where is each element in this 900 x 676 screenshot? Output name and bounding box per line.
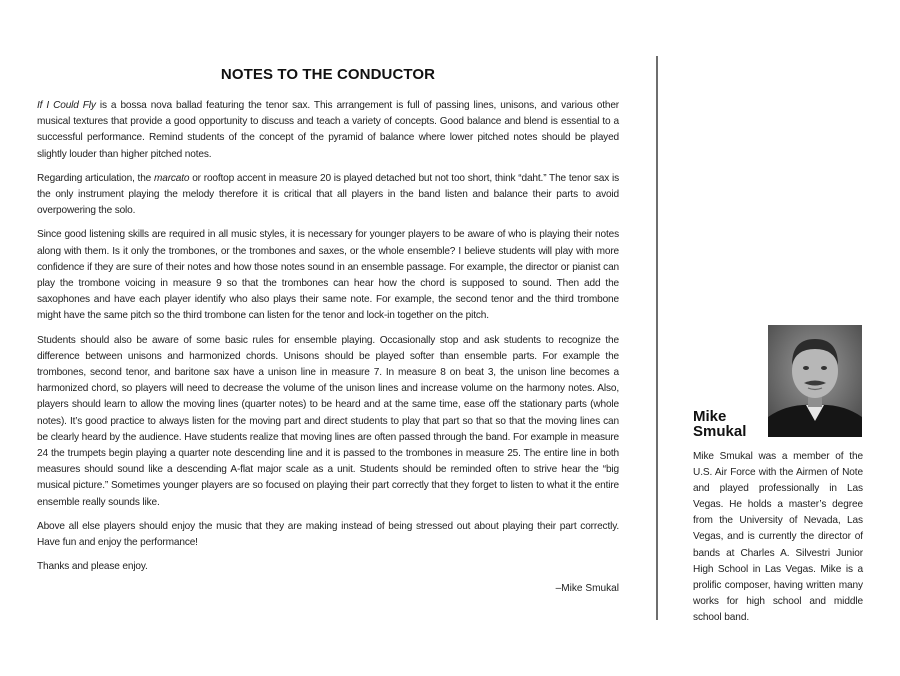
bio-header <box>693 325 863 439</box>
paragraph-4: Students should also be aware of some basic rules for ensemble playing. Occasionally stop and ask students to recognize the difference between unisons and harmonized chords. Unisons should be played softer than ensemble parts. For example the trombones, second tenor, and baritone sax have a unison line in measure 7. In measure 8 on beat 3, the unison line becomes a harmonized chord, so players will need to decrease the volume of the unison lines and increase volume on the harmony notes. Also, players should learn to allow the moving lines (quarter notes) to be heard and at the same time, ease off the stationary parts (whole notes). It’s good practice to always listen for the moving part and direct students to play that part so that so that the moving lines can be clearly heard by the audience. Have students realize that moving lines are often passed through the band. For example in measure 24 the trumpets begin playing a quarter note descending line and it is passed to the trombones in measure 25. The entire line in both measures should sound like a descending A-flat major scale as a unit. Students should be reminded often to strive hear the “big musical picture.” Sometimes younger players are so focused on playing their part correctly that they forget to listen to what it the entire ensemble really sounds like. <box>37 334 619 508</box>
signature: –Mike Smukal <box>555 583 619 595</box>
paragraph-1-text: is a bossa nova ballad featuring the tenor sax. This arrangement is full of passing lines, unisons, and various other musical textures that provide a good opportunity to discuss and teach a variety of concepts. Good balance and blend is essential to a successful performance. Remind students of the concept of the pyramid of balance where lower pitched notes should be played slightly louder than higher pitched notes. <box>37 100 619 160</box>
author-last-name: Smukal <box>693 423 747 440</box>
paragraph-3: Since good listening skills are required in all music styles, it is necessary for younger players to be aware of who is playing their notes along with them. Is it only the trombones, or the trombones and saxes, or the whole ensemble? I believe students will play with more confidence if they are sure of their notes and how those notes sound in an ensemble passage. For example, the director or pianist can play the trombone voicing in measure 9 so that the trombones can hear how the chord is supposed to sound. Then add the saxophones and have each player identify who also plays their same note. For example, the second tenor and the third trombone might have the same pitch so the third trombone can listen for the tenor and lock-in together on the pitch. <box>37 229 619 322</box>
notes-title: NOTES TO THE CONDUCTOR <box>220 66 436 83</box>
bio-text: Mike Smukal was a member of the U.S. Air Force with the Airmen of Note and played professionally in Las Vegas. He holds a master’s degree from the University of Nevada, Las Vegas, and is currently the director of bands at Charles A. Silvestri Junior High School in Las Vegas. Mike is a prolific composer, having written many works for high school and middle school band. <box>693 451 863 623</box>
author-photo <box>768 325 862 437</box>
author-first-name: Mike <box>693 408 727 425</box>
marcato-term: marcato <box>153 172 190 184</box>
author-bio <box>693 325 863 626</box>
paragraph-2 <box>37 171 619 220</box>
author-name <box>693 409 746 439</box>
paragraph-6: Thanks and please enjoy. <box>37 561 148 573</box>
piece-title: If I Could Fly <box>37 100 96 111</box>
paragraph-2-text-b: or rooftop accent in measure 20 is played detached but not too short, think “daht.” The tenor sax is the only instrument playing the melody therefore it is critical that all players in the band listen and balance their parts to avoid overpowering the solo. <box>37 172 619 217</box>
paragraph-2-text-a: Regarding articulation, the <box>37 172 154 184</box>
paragraph-5: Above all else players should enjoy the music that they are making instead of being stressed out about playing their part correctly. Have fun and enjoy the performance! <box>37 520 619 549</box>
conductor-notes <box>37 66 619 594</box>
paragraph-1 <box>37 98 619 163</box>
column-divider <box>656 56 658 620</box>
